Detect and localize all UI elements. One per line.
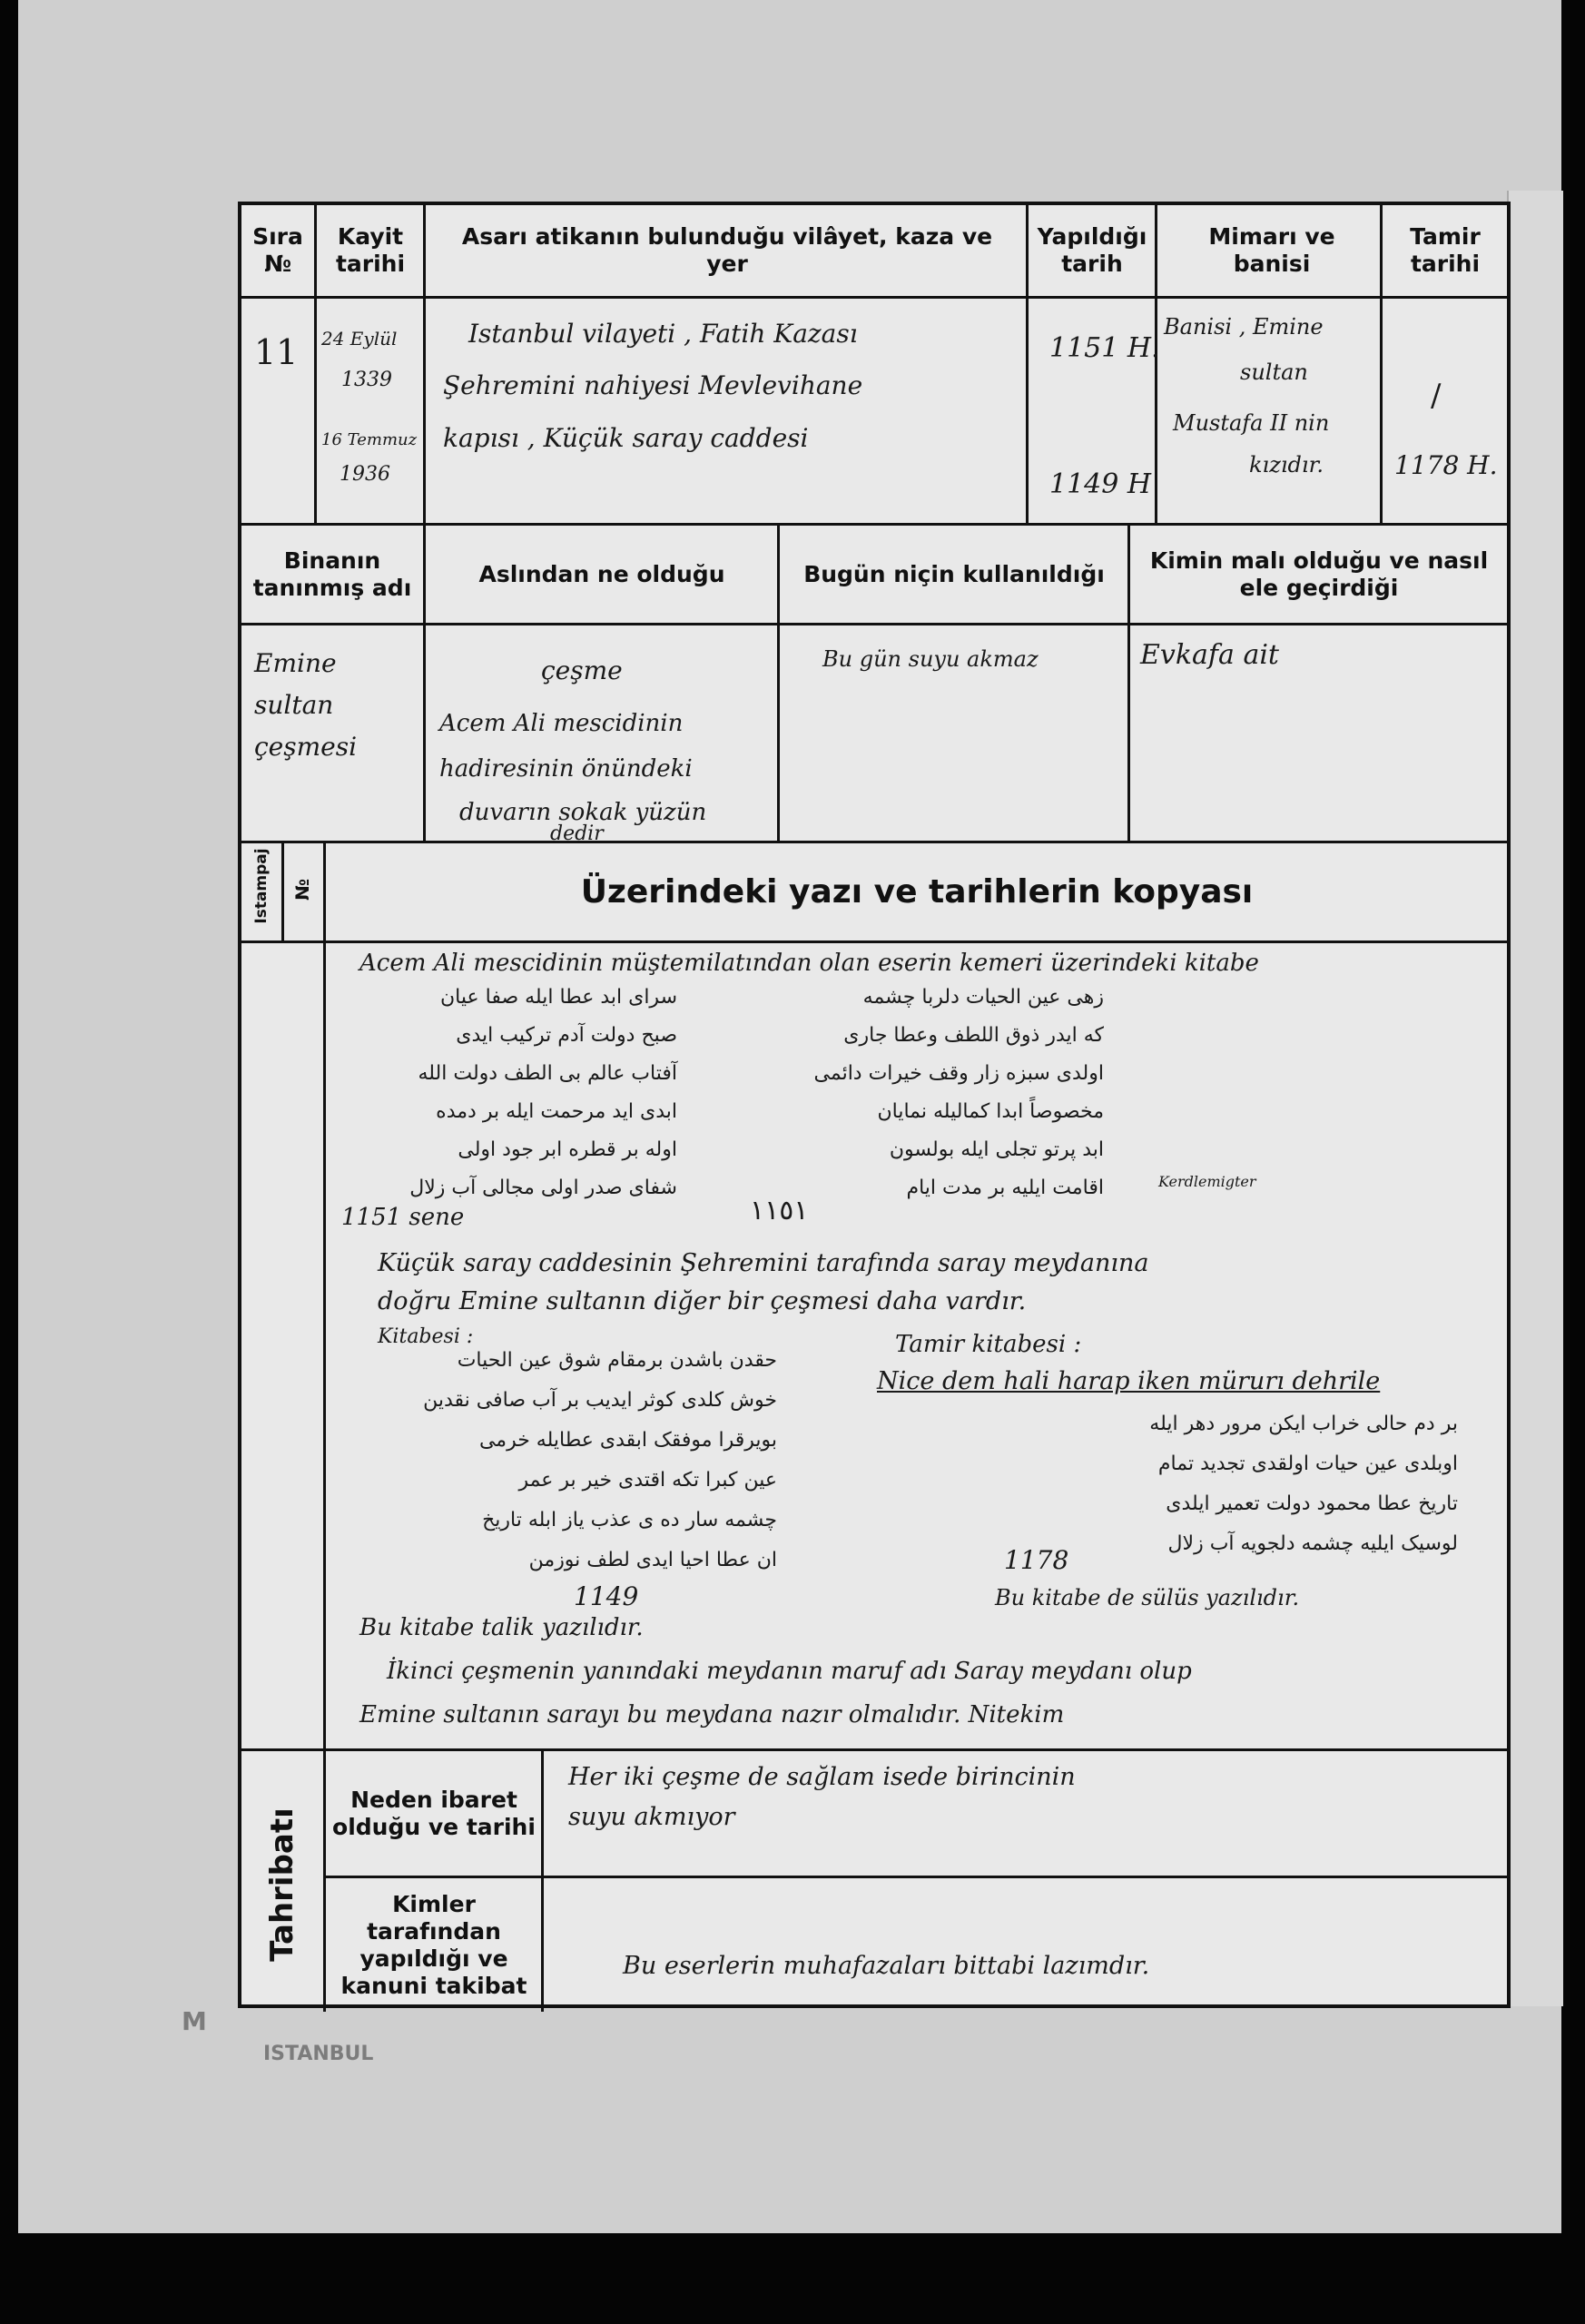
- stamp-bottom: ISTANBUL: [263, 2043, 374, 2065]
- header-sira: [241, 214, 314, 287]
- header-asari: Asarı atikanın bulunduğu vilâyet, kaza ve yer: [461, 223, 993, 277]
- inscription-right-2: [895, 1413, 1458, 1572]
- entry-kimin: Evkafa ait: [1140, 639, 1279, 671]
- copy-kereste: Kerdlemigter: [1158, 1173, 1256, 1190]
- rule: [241, 523, 1507, 526]
- header-sira-no: №: [263, 251, 292, 277]
- entry-aslindan-1: çeşme: [541, 655, 623, 685]
- copy-y1178: 1178: [1004, 1545, 1069, 1575]
- entry-mimari-1: Banisi , Emine: [1164, 314, 1324, 340]
- entry-mimari-2: sultan: [1240, 359, 1308, 385]
- inscription-line: که ایدر ذوق اللطف وعطا جاری: [843, 1024, 1104, 1047]
- entry-tamir-1: /: [1431, 378, 1442, 414]
- header-neden: Neden ibaret olduğu ve tarihi: [332, 1787, 536, 1840]
- inscription-line: ابد پرتو تجلی ایله بولسون: [889, 1138, 1104, 1161]
- rule: [323, 841, 326, 1748]
- tahribat-neden-2: suyu akmıyor: [568, 1803, 735, 1831]
- rule: [541, 1748, 544, 2012]
- entry-binanin-1: Emine: [254, 648, 337, 678]
- header-sira-label: Sıra: [252, 223, 303, 250]
- inventory-form: [238, 202, 1511, 2008]
- copy-ikinci-2: Emine sultanın sarayı bu meydana nazır olmalıdır. Nitekim: [359, 1701, 1065, 1728]
- entry-aslindan-5: dedir: [550, 822, 604, 845]
- inscription-line: بویرقرا موفقک ابقدی عطایله خرمی: [478, 1429, 777, 1452]
- inscription-line: اوبلدی عین حیات اولقدی تجدید تمام: [1157, 1452, 1458, 1475]
- inscription-line: ان عطا احیا ایدی لطف نوزمن: [528, 1549, 777, 1571]
- rule: [241, 841, 1507, 843]
- inscription-line: شفای صدر اولی مجالی آب زلال: [409, 1177, 677, 1199]
- inscription-line: چشمه سار ده ی عذب یاز ابله تاریخ: [482, 1509, 777, 1531]
- inscription-line: خوش کلدی کوثر ایدیب بر آب صافی نقدین: [423, 1389, 777, 1412]
- header-yapildigi: Yapıldığı tarih: [1037, 223, 1147, 277]
- inscription-line: زهی عین الحیات دلربا چشمه: [862, 986, 1104, 1009]
- tahribat-kimler: Bu eserlerin muhafazaları bittabi lazımdır.: [623, 1952, 1150, 1980]
- entry-kayit-2: 1339: [341, 369, 392, 391]
- copy-line-1: Acem Ali mescidinin müştemilatından olan eserin kemeri üzerindeki kitabe: [359, 950, 1259, 977]
- entry-yer-1: Istanbul vilayeti , Fatih Kazası: [468, 319, 858, 349]
- header-istampaj: Istampaj: [252, 848, 271, 924]
- entry-binanin-2: sultan: [254, 690, 334, 720]
- entry-tamir-2: 1178 H.: [1394, 450, 1498, 480]
- inscription-line: تاریخ عطا محمود دولت تعمیر ایلدی: [1166, 1492, 1458, 1515]
- inscription-line: مخصوصاً ابدا کمالیله نمایان: [877, 1100, 1104, 1123]
- entry-aslindan-4: duvarın sokak yüzün: [459, 799, 707, 826]
- copy-nice: Nice dem hali harap iken mürurı dehrile: [877, 1367, 1381, 1395]
- inscription-line: آفتاب عالم بی الطف دولت الله: [418, 1062, 677, 1085]
- rule: [1380, 205, 1383, 523]
- inscription-line: حقدن باشدن برمقام شوق عین الحیات: [457, 1349, 777, 1372]
- header-kimler: Kimler tarafından yapıldığı ve kanuni takibat: [340, 1891, 527, 1999]
- entry-sira: 11: [254, 332, 299, 372]
- inscription-line: صبح دولت آدم ترکیب ایدی: [456, 1024, 677, 1047]
- inscription-line: لوسیک ایلیه چشمه دلجویه آب زلال: [1167, 1532, 1458, 1555]
- rule: [314, 205, 317, 523]
- entry-yer-3: kapısı , Küçük saray caddesi: [443, 423, 809, 453]
- paper-fold: [1507, 191, 1563, 2006]
- copy-talik: Bu kitabe talik yazılıdır.: [359, 1614, 644, 1641]
- rule: [1026, 205, 1029, 523]
- header-aslindan: Aslından ne olduğu: [478, 561, 725, 587]
- entry-yer-2: Şehremini nahiyesi Mevlevihane: [443, 370, 863, 400]
- inscription-line: اوله بر قطره ابر جود اولی: [458, 1138, 677, 1161]
- entry-mimari-4: kızıdır.: [1249, 452, 1324, 478]
- header-kimin: Kimin malı olduğu ve nasıl ele geçirdiği: [1149, 547, 1489, 601]
- tahribat-neden-1: Her iki çeşme de sağlam isede birincinin: [568, 1763, 1076, 1791]
- rule: [241, 940, 1507, 943]
- copy-y1149: 1149: [574, 1581, 639, 1611]
- inscription-line: ابدی اید مرحمت ایله بر دمده: [436, 1100, 677, 1123]
- rule: [423, 205, 426, 523]
- copy-kucuk-2: doğru Emine sultanın diğer bir çeşmesi daha vardır.: [378, 1287, 1027, 1315]
- header-bugun: Bugün niçin kullanıldığı: [803, 561, 1105, 587]
- rule: [241, 1748, 1507, 1751]
- entry-yapildigi-1: 1151 H.: [1049, 332, 1160, 364]
- rule: [323, 1876, 1507, 1878]
- inscription-line: اولدی سبزه زار وقف خیرات دائمی: [813, 1062, 1104, 1085]
- copy-sene: 1151 sene: [341, 1204, 465, 1231]
- rule: [241, 296, 1507, 299]
- inscription-left-2: [378, 1349, 777, 1589]
- header-mimari: Mimarı ve banisi: [1208, 223, 1335, 277]
- inscription-line: عین کبرا تکه اقتدی خیر بر عمر: [518, 1469, 777, 1492]
- rule: [777, 523, 780, 841]
- rule: [423, 523, 426, 841]
- stamp-m: M: [182, 2006, 207, 2036]
- header-kayit: Kayit tarihi: [335, 223, 406, 277]
- entry-bugun: Bu gün suyu akmaz: [822, 646, 1039, 672]
- copy-kitabesi: Kitabesi :: [378, 1325, 474, 1348]
- inscription-line: اقامت ایلیه بر مدت ایام: [906, 1177, 1104, 1199]
- copy-sulus: Bu kitabe de sülüs yazılıdır.: [995, 1585, 1300, 1610]
- copy-kucuk-1: Küçük saray caddesinin Şehremini tarafında saray meydanına: [378, 1249, 1149, 1277]
- header-tahribati: Tahribatı: [264, 1807, 300, 1962]
- inscription-left: [405, 986, 677, 1215]
- header-istampaj-no: №: [291, 878, 313, 901]
- copy-ikinci-1: İkinci çeşmenin yanındaki meydanın maruf adı Saray meydanı olup: [387, 1658, 1192, 1685]
- entry-aslindan-3: hadiresinin önündeki: [439, 755, 693, 783]
- header-uzerindeki: Üzerindeki yazı ve tarihlerin kopyası: [580, 873, 1254, 911]
- entry-mimari-3: Mustafa II nin: [1173, 410, 1330, 436]
- inscription-line: سرای ابد عطا ایله صفا عیان: [440, 986, 677, 1009]
- entry-binanin-3: çeşmesi: [254, 732, 358, 762]
- header-tamir: Tamir tarihi: [1410, 223, 1481, 277]
- entry-kayit-3: 16 Temmuz: [321, 430, 418, 449]
- inscription-right: [795, 986, 1104, 1215]
- header-binanin: Binanın tanınmış adı: [252, 547, 412, 601]
- copy-tamir-kitabesi: Tamir kitabesi :: [895, 1331, 1082, 1358]
- entry-kayit-4: 1936: [340, 463, 390, 486]
- rule: [323, 1748, 326, 2012]
- entry-yapildigi-2: 1149 H: [1049, 468, 1152, 500]
- inscription-line: بر دم حالی خراب ایکن مرور دهر ایله: [1149, 1413, 1458, 1435]
- rule: [241, 623, 1507, 625]
- entry-aslindan-2: Acem Ali mescidinin: [439, 710, 684, 737]
- entry-kayit-1: 24 Eylül: [321, 328, 398, 350]
- copy-sene-ar: ١١٥١: [750, 1195, 809, 1226]
- rule: [1127, 523, 1130, 841]
- rule: [281, 841, 284, 940]
- rule: [1155, 205, 1157, 523]
